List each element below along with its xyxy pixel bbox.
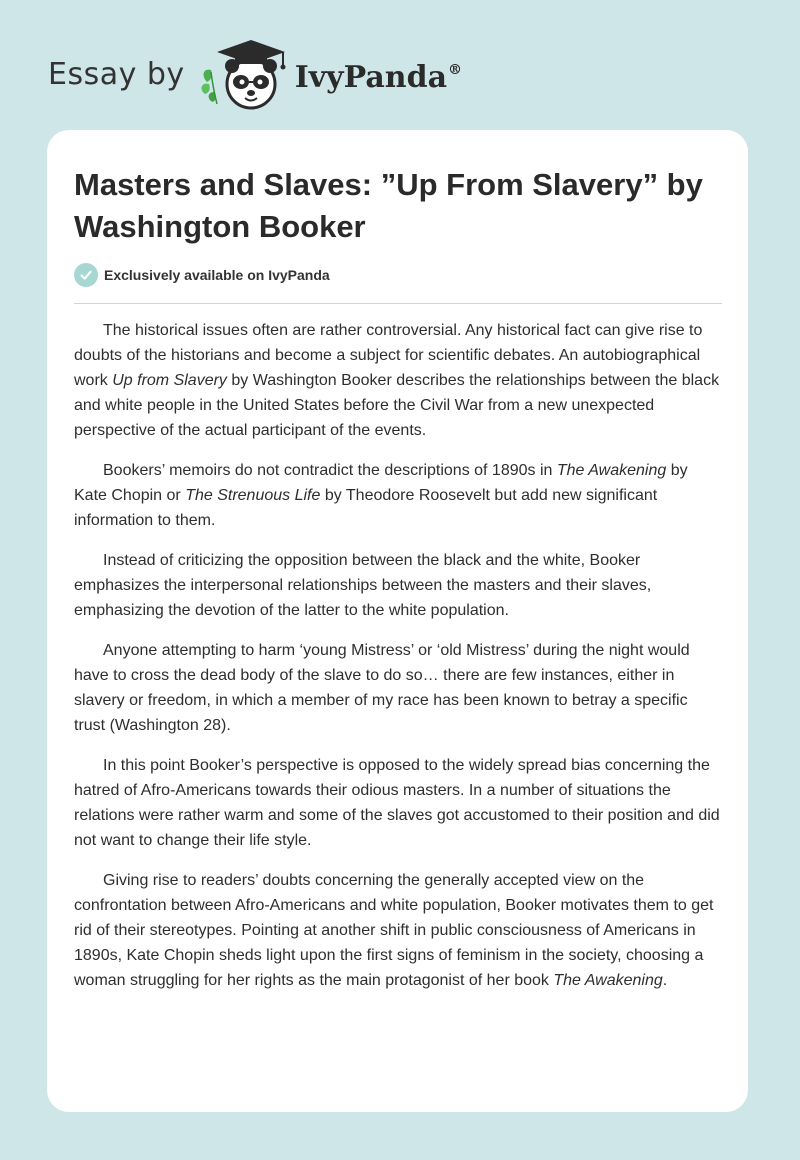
exclusive-label: Exclusively available on IvyPanda xyxy=(104,267,330,283)
essay-title: Masters and Slaves: ”Up From Slavery” by Washington Booker xyxy=(74,167,703,244)
essay-paragraph xyxy=(74,458,722,533)
essay-paragraph xyxy=(74,318,722,443)
paragraph-text: The historical issues often are rather controversial. Any historical fact can give rise to doubts of the historians and become a subject for scientific debates. An autobiographical work xyxy=(74,322,703,389)
paragraph-text: In this point Booker’s perspective is opposed to the widely spread bias concerning the hatred of Afro-Americans towards their odious masters. In a number of situations the relations were rather warm and some of the slaves got accustomed to their position and did not want to change their life style. xyxy=(74,757,720,849)
book-title: The Awakening xyxy=(553,972,663,989)
essay-paragraph xyxy=(74,548,722,623)
essay-card xyxy=(47,130,748,1112)
paragraph-text: Giving rise to readers’ doubts concerning the generally accepted view on the confrontation between Afro-Americans and white population, Booker motivates them to get rid of their stereotypes. Pointing at another shift in public consciousness of Americans in 1890s, Kate Chopin sheds light upon the first signs of feminism in the society, choosing a woman struggling for her rights as the main protagonist of her book xyxy=(74,872,714,989)
paragraph-text: Instead of criticizing the opposition between the black and the white, Booker emphasizes the interpersonal relationships between the masters and their slaves, emphasizing the devotion of the latter to the white population. xyxy=(74,552,652,619)
paragraph-text: by Washington Booker describes the relationships between the black and white people in the United States before the Civil War from a new unexpected perspective of the actual participant of the events. xyxy=(74,372,720,439)
essay-paragraph xyxy=(74,868,722,993)
essay-paragraph xyxy=(74,753,722,853)
essay-by-label: Essay by xyxy=(48,56,185,92)
paragraph-text: by Theodore Roosevelt but add new significant information to them. xyxy=(74,487,658,529)
exclusive-badge xyxy=(74,263,330,287)
registered-mark: ® xyxy=(448,61,463,78)
essay-body xyxy=(74,318,722,1008)
essay-paragraph xyxy=(74,638,722,738)
ivy-leaf-icon xyxy=(201,70,216,104)
ivypanda-logo[interactable] xyxy=(199,36,462,112)
book-title: The Awakening xyxy=(556,462,667,479)
book-title: The Strenuous Life xyxy=(185,487,321,504)
divider xyxy=(74,303,722,304)
book-title: Up from Slavery xyxy=(112,372,227,389)
panda-graduate-icon xyxy=(199,36,291,112)
paragraph-text: . xyxy=(662,972,668,989)
paragraph-text: Bookers’ memoirs do not contradict the descriptions of 1890s in xyxy=(103,462,557,479)
check-icon xyxy=(74,263,98,287)
paragraph-text: Anyone attempting to harm ‘young Mistress’ or ‘old Mistress’ during the night would have to cross the dead body of the slave to do so… there are few instances, either in slavery or freedom, in which a member of my race has been known to betray a specific trust (Washington 28). xyxy=(74,642,690,734)
brand-name: IvyPanda® xyxy=(294,59,463,95)
paragraph-text: by Kate Chopin or xyxy=(74,462,688,504)
site-header xyxy=(48,34,462,114)
